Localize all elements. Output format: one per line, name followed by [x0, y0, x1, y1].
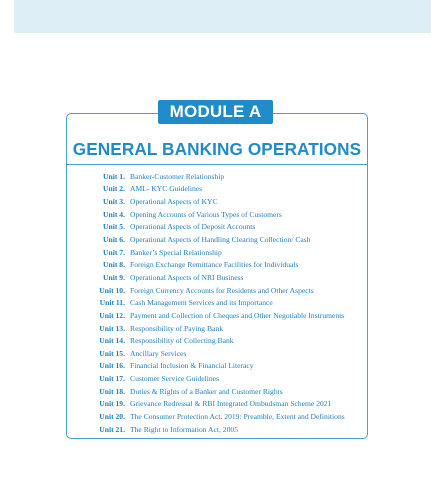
unit-title: Duties & Rights of a Banker and Customer Rights — [130, 386, 283, 396]
unit-list — [66, 170, 368, 435]
unit-number: Unit 13. — [99, 323, 125, 333]
unit-item — [66, 334, 368, 347]
unit-item — [66, 233, 368, 246]
unit-number: Unit 14. — [99, 336, 125, 346]
unit-item — [66, 347, 368, 360]
unit-title: Customer Service Guidelines — [130, 374, 219, 384]
unit-title: Cash Management Services and its Importance — [130, 298, 273, 308]
unit-number: Unit 16. — [99, 361, 125, 371]
unit-item — [66, 170, 368, 183]
unit-item — [66, 284, 368, 297]
unit-number: Unit 12. — [99, 310, 125, 320]
unit-number: Unit 9. — [103, 272, 125, 282]
unit-item — [66, 423, 368, 436]
unit-number: Unit 2. — [103, 184, 125, 194]
unit-title: The Consumer Protection Act, 2019: Preamble, Extent and Definitions — [130, 411, 345, 421]
unit-number: Unit 10. — [99, 285, 125, 295]
unit-number: Unit 17. — [99, 374, 125, 384]
unit-number: Unit 15. — [99, 348, 125, 358]
header-band — [14, 0, 431, 33]
unit-number: Unit 5. — [103, 222, 125, 232]
unit-item — [66, 246, 368, 259]
unit-item — [66, 385, 368, 398]
unit-item — [66, 372, 368, 385]
module-label: MODULE A — [158, 100, 273, 124]
unit-item — [66, 208, 368, 221]
unit-number: Unit 3. — [103, 197, 125, 207]
unit-title: Opening Accounts of Various Types of Customers — [130, 209, 282, 219]
unit-item — [66, 258, 368, 271]
unit-number: Unit 18. — [99, 386, 125, 396]
unit-title: Banker’s Special Relationship — [130, 247, 222, 257]
unit-title: Payment and Collection of Cheques and Other Negotiable Instruments — [130, 310, 345, 320]
unit-title: Financial Inclusion & Financial Literacy — [130, 361, 254, 371]
unit-number: Unit 19. — [99, 399, 125, 409]
unit-title: Operational Aspects of Handling Clearing Collection/ Cash — [130, 235, 311, 245]
unit-item — [66, 410, 368, 423]
unit-number: Unit 11. — [99, 298, 125, 308]
unit-title: Banker-Customer Relationship — [130, 171, 225, 181]
unit-number: Unit 8. — [103, 260, 125, 270]
unit-item — [66, 398, 368, 411]
unit-title: Operational Aspects of Deposit Accounts — [130, 222, 256, 232]
unit-title: Operational Aspects of NRI Business — [130, 272, 244, 282]
unit-number: Unit 1. — [103, 171, 125, 181]
unit-title: Operational Aspects of KYC — [130, 197, 218, 207]
unit-item — [66, 221, 368, 234]
unit-item — [66, 322, 368, 335]
unit-title: Foreign Currency Accounts for Residents and Other Aspects — [130, 285, 314, 295]
unit-title: Responsibility of Paying Bank — [130, 323, 224, 333]
title-divider — [66, 164, 368, 165]
unit-title: Ancillary Services — [130, 348, 187, 358]
unit-number: Unit 21. — [99, 424, 125, 434]
unit-number: Unit 6. — [103, 235, 125, 245]
unit-title: AML- KYC Guidelines — [130, 184, 203, 194]
unit-item — [66, 296, 368, 309]
unit-item — [66, 271, 368, 284]
unit-item — [66, 309, 368, 322]
unit-title: Foreign Exchange Remittance Facilities for Individuals — [130, 260, 299, 270]
unit-item — [66, 183, 368, 196]
unit-title: The Right to Information Act, 2005 — [130, 424, 238, 434]
unit-title: Grievance Redressal & RBI Integrated Ombudsman Scheme 2021 — [130, 399, 332, 409]
unit-number: Unit 4. — [103, 209, 125, 219]
unit-item — [66, 360, 368, 373]
unit-number: Unit 7. — [103, 247, 125, 257]
unit-number: Unit 20. — [99, 411, 125, 421]
unit-title: Responsibility of Collecting Bank — [130, 336, 234, 346]
unit-item — [66, 195, 368, 208]
module-title: GENERAL BANKING OPERATIONS — [72, 139, 362, 159]
